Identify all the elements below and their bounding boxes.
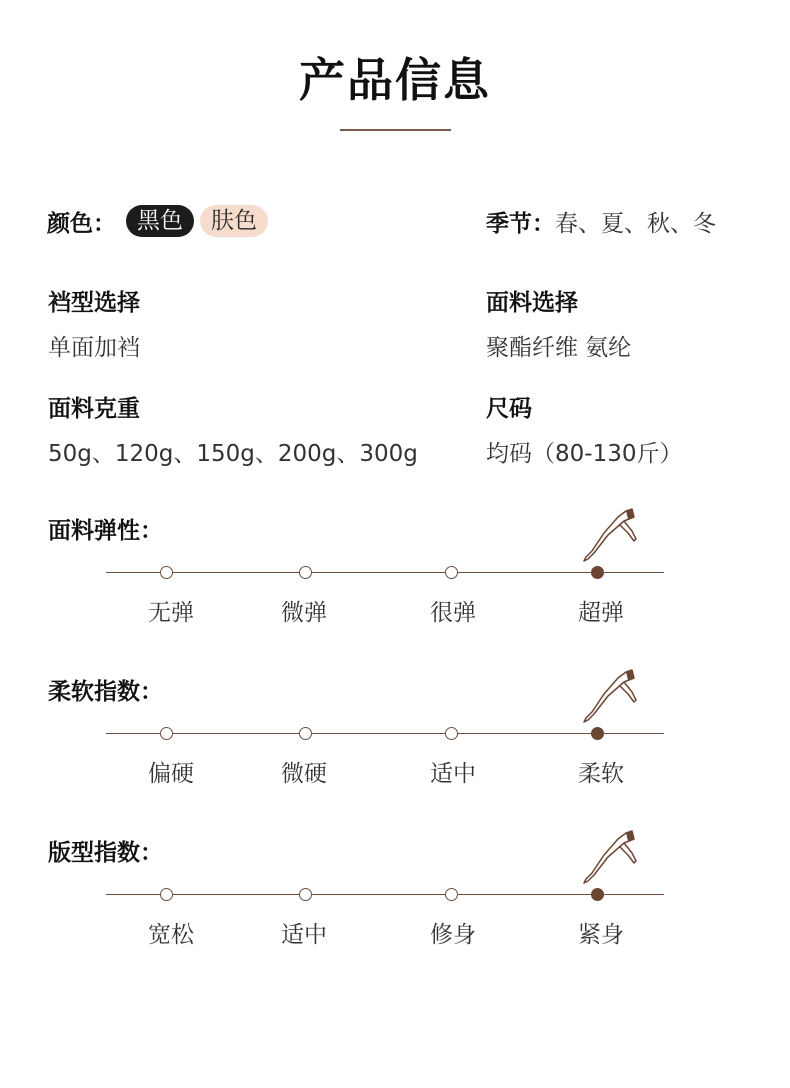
spec-crotch-type xyxy=(48,284,140,362)
spec-size xyxy=(486,390,682,468)
fit-title: 版型指数： xyxy=(48,840,163,866)
spec-fabric-value: 聚酯纤维 氨纶 xyxy=(486,335,632,361)
spec-crotch-type-label: 裆型选择 xyxy=(48,290,140,316)
title-underline xyxy=(340,129,451,131)
leg-stocking-icon xyxy=(580,827,640,887)
softness-dot-2[interactable] xyxy=(299,727,312,740)
fit-track xyxy=(106,894,664,895)
softness-dot-3[interactable] xyxy=(445,727,458,740)
softness-title: 柔软指数： xyxy=(48,679,163,705)
elasticity-level-4: 超弹 xyxy=(578,600,624,626)
fit-dot-1[interactable] xyxy=(160,888,173,901)
fit-level-2: 适中 xyxy=(281,922,327,948)
softness-level-2: 微硬 xyxy=(281,761,327,787)
spec-size-value: 均码（80-130斤） xyxy=(486,441,683,467)
season-label: 季节： xyxy=(486,211,555,237)
spec-fabric-label: 面料选择 xyxy=(486,290,578,316)
softness-level-1: 偏硬 xyxy=(148,761,194,787)
elasticity-dot-2[interactable] xyxy=(299,566,312,579)
color-option-black[interactable]: 黑色 xyxy=(126,205,194,237)
fit-dot-2[interactable] xyxy=(299,888,312,901)
elasticity-level-1: 无弹 xyxy=(148,600,194,626)
page-title: 产品信息 xyxy=(299,53,491,107)
softness-level-4: 柔软 xyxy=(578,761,624,787)
elasticity-track xyxy=(106,572,664,573)
softness-level-3: 适中 xyxy=(430,761,476,787)
spec-weight-value: 50g、120g、150g、200g、300g xyxy=(48,441,418,467)
season-row xyxy=(486,205,716,238)
elasticity-dot-4-selected[interactable] xyxy=(591,566,604,579)
elasticity-level-2: 微弹 xyxy=(281,600,327,626)
softness-dot-1[interactable] xyxy=(160,727,173,740)
fit-level-4: 紧身 xyxy=(578,922,624,948)
spec-weight xyxy=(48,390,418,468)
color-label: 颜色： xyxy=(47,210,116,237)
softness-dot-4-selected[interactable] xyxy=(591,727,604,740)
fit-dot-4-selected[interactable] xyxy=(591,888,604,901)
softness-track xyxy=(106,733,664,734)
spec-fabric xyxy=(486,284,631,362)
color-option-skin[interactable]: 肤色 xyxy=(200,205,268,237)
leg-stocking-icon xyxy=(580,666,640,726)
season-value: 春、夏、秋、冬 xyxy=(555,211,716,237)
elasticity-title: 面料弹性： xyxy=(48,518,163,544)
fit-dot-3[interactable] xyxy=(445,888,458,901)
fit-level-1: 宽松 xyxy=(148,922,194,948)
spec-crotch-type-value: 单面加裆 xyxy=(48,335,140,361)
spec-size-label: 尺码 xyxy=(486,396,532,422)
color-row xyxy=(47,203,274,239)
elasticity-dot-3[interactable] xyxy=(445,566,458,579)
spec-weight-label: 面料克重 xyxy=(48,396,140,422)
elasticity-dot-1[interactable] xyxy=(160,566,173,579)
fit-level-3: 修身 xyxy=(430,922,476,948)
elasticity-level-3: 很弹 xyxy=(430,600,476,626)
leg-stocking-icon xyxy=(580,505,640,565)
